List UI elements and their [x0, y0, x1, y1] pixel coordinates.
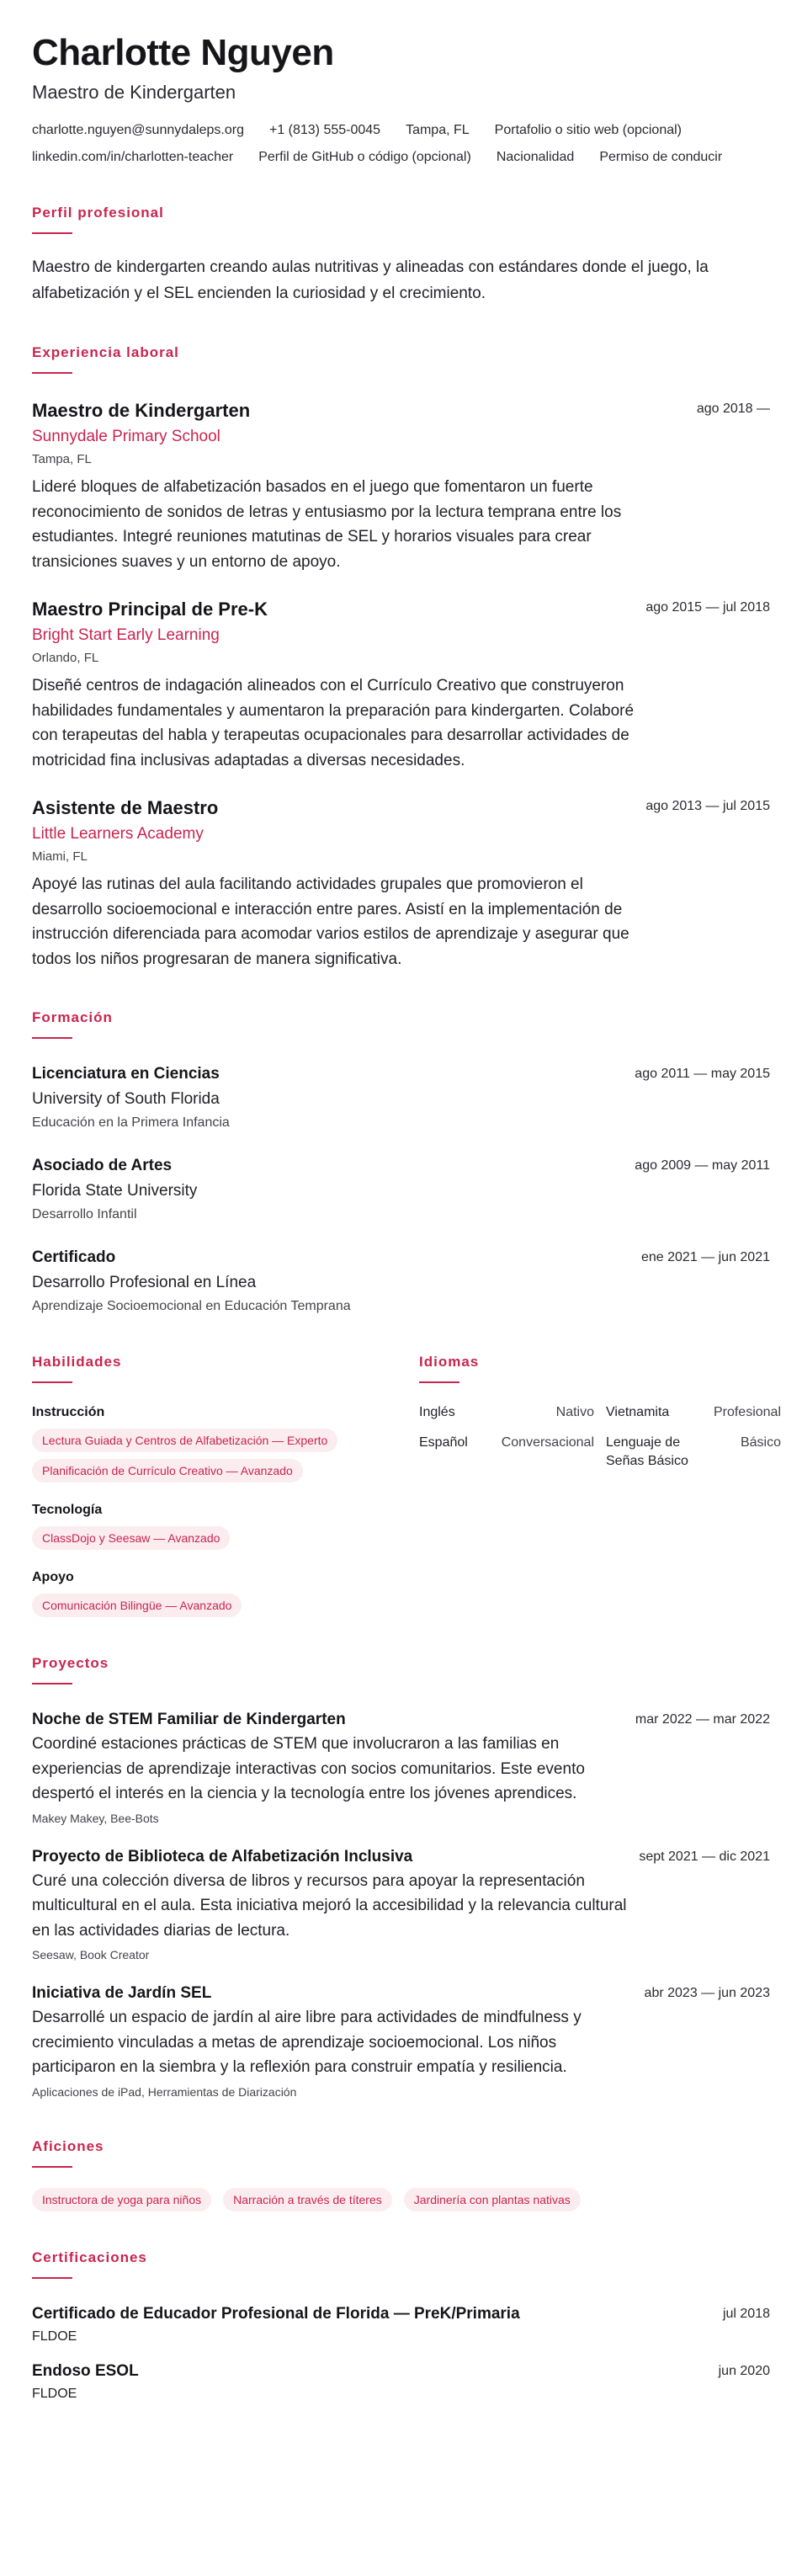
- section-divider: [419, 1381, 459, 1383]
- skill-group-name: Tecnología: [32, 1503, 103, 1517]
- section-divider: [32, 232, 72, 234]
- education-degree: Certificado: [32, 1248, 116, 1266]
- contact-driving-license: Permiso de conducir: [599, 150, 723, 164]
- certificate-name: Certificado de Educador Profesional de Florida — PreK/Primaria: [32, 2304, 520, 2323]
- contact-portfolio[interactable]: Portafolio o sitio web (opcional): [494, 123, 682, 137]
- project-name: Iniciativa de Jardín SEL: [32, 1984, 212, 2002]
- summary-text: Maestro de kindergarten creando aulas nutritivas y alineadas con estándares donde el juego, la alfabetización y el SEL encienden la curiosidad y el crecimiento.: [32, 258, 709, 302]
- project-keywords: Makey Makey, Bee-Bots: [32, 1811, 159, 1825]
- resume-header: [32, 34, 770, 167]
- skill-chip: Planificación de Currículo Creativo — Avanzado: [32, 1459, 303, 1482]
- skill-group: [32, 1501, 419, 1550]
- interest-chip: Narración a través de títeres: [223, 2188, 392, 2211]
- work-summary: Lideré bloques de alfabetización basados en el juego que fomentaron un fuerte reconocimiento de sonidos de letras y entusiasmo por la lectura temprana entre los estudiantes. Integré reuniones matutinas de SEL y horarios visuales para crear transiciones suaves y un entorno de apoyo.: [32, 478, 622, 571]
- section-title: Idiomas: [419, 1354, 480, 1370]
- education-date: ene 2021 — jun 2021: [640, 1250, 770, 1264]
- language-item: [419, 1434, 594, 1471]
- language-item: [419, 1403, 594, 1422]
- work-summary: Diseñé centros de indagación alineados con el Currículo Creativo que construyeron habilidades fundamentales y aumentaron la preparación para kindergarten. Colaboré con terapeutas del habla y terapeutas ocupacionales para desarrollar actividades de motricidad fina inclusivas adaptadas a diversas necesidades.: [32, 677, 635, 769]
- project-keywords: Seesaw, Book Creator: [32, 1948, 150, 1961]
- project-name: Noche de STEM Familiar de Kindergarten: [32, 1711, 346, 1728]
- certificate-name: Endoso ESOL: [32, 2361, 139, 2380]
- certificate-date: jun 2020: [718, 2363, 770, 2378]
- work-location: Orlando, FL: [32, 651, 99, 665]
- skill-chip: ClassDojo y Seesaw — Avanzado: [32, 1526, 230, 1550]
- certificate-issuer: FLDOE: [32, 2386, 77, 2401]
- certificate-entry: [32, 2361, 770, 2403]
- education-entry: [32, 1064, 770, 1132]
- section-divider: [32, 1683, 72, 1685]
- work-location: Tampa, FL: [32, 452, 92, 466]
- section-title: Habilidades: [32, 1354, 122, 1370]
- skills-section: [32, 1353, 419, 1617]
- work-date: ago 2015 — jul 2018: [645, 600, 770, 615]
- section-title: Certificaciones: [32, 2249, 147, 2265]
- contact-list: [32, 121, 770, 167]
- section-title: Experiencia laboral: [32, 344, 179, 360]
- project-description: Desarrollé un espacio de jardín al aire libre para actividades de mindfulness y crecimiento vinculadas a metas de aprendizaje socioemocional. Los niños participaron en la siembra y la reflexión para construir empatía y resiliencia.: [32, 2009, 582, 2076]
- language-fluency: Básico: [740, 1435, 781, 1450]
- work-location: Miami, FL: [32, 849, 88, 864]
- education-date: ago 2011 — may 2015: [635, 1067, 770, 1081]
- education-institution: Florida State University: [32, 1182, 198, 1200]
- candidate-name: Charlotte Nguyen: [32, 32, 334, 73]
- education-area: Desarrollo Infantil: [32, 1207, 137, 1221]
- skill-group-name: Instrucción: [32, 1405, 105, 1419]
- languages-section: [419, 1353, 781, 1617]
- language-fluency: Profesional: [713, 1405, 781, 1419]
- work-position: Asistente de Maestro: [32, 797, 219, 818]
- project-entry: [32, 1847, 770, 1964]
- language-item: [606, 1403, 781, 1422]
- skill-chip: Comunicación Bilingüe — Avanzado: [32, 1594, 242, 1617]
- section-divider: [32, 372, 72, 374]
- language-name: Español: [419, 1435, 468, 1450]
- education-area: Educación en la Primera Infancia: [32, 1115, 230, 1130]
- work-summary: Apoyé las rutinas del aula facilitando actividades grupales que promovieron el desarrollo socioemocional e interacción entre pares. Asistí en la implementación de instrucción diferenciada para acomodar varios estilos de aprendizaje y asegurar que todos los niños progresaran de manera significativa.: [32, 876, 629, 968]
- skill-group: [32, 1403, 419, 1482]
- section-title: Aficiones: [32, 2137, 104, 2154]
- education-area: Aprendizaje Socioemocional en Educación Temprana: [32, 1299, 351, 1313]
- skill-group: [32, 1568, 419, 1617]
- skill-chip: Lectura Guiada y Centros de Alfabetización — Experto: [32, 1429, 337, 1452]
- work-entry: [32, 796, 770, 971]
- section-divider: [32, 1381, 72, 1383]
- project-date: sept 2021 — dic 2021: [639, 1849, 770, 1864]
- certificate-date: jul 2018: [722, 2306, 770, 2321]
- certificate-issuer: FLDOE: [32, 2329, 77, 2344]
- skill-group-name: Apoyo: [32, 1570, 74, 1584]
- section-divider: [32, 1037, 72, 1039]
- contact-email[interactable]: charlotte.nguyen@sunnydaleps.org: [32, 123, 244, 137]
- work-date: ago 2013 — jul 2015: [645, 799, 770, 813]
- language-name: Vietnamita: [606, 1405, 670, 1419]
- education-institution: University of South Florida: [32, 1090, 220, 1108]
- work-section: [32, 343, 770, 971]
- interest-chip: Instructora de yoga para niños: [32, 2188, 211, 2211]
- contact-phone[interactable]: +1 (813) 555-0045: [268, 123, 381, 137]
- work-position: Maestro de Kindergarten: [32, 400, 251, 421]
- work-company: Little Learners Academy: [32, 825, 204, 843]
- interests-section: [32, 2137, 770, 2211]
- language-fluency: Conversacional: [501, 1435, 594, 1450]
- work-company: Sunnydale Primary School: [32, 428, 220, 445]
- education-degree: Licenciatura en Ciencias: [32, 1065, 220, 1083]
- section-title: Formación: [32, 1009, 113, 1025]
- language-name: Inglés: [419, 1405, 455, 1419]
- certificate-entry: [32, 2304, 770, 2346]
- contact-nationality: Nacionalidad: [496, 150, 575, 164]
- education-entry: [32, 1248, 770, 1316]
- project-keywords: Aplicaciones de iPad, Herramientas de Diarización: [32, 2084, 297, 2099]
- education-date: ago 2009 — may 2011: [635, 1158, 770, 1173]
- language-fluency: Nativo: [555, 1405, 594, 1419]
- contact-linkedin[interactable]: linkedin.com/in/charlotten-teacher: [32, 150, 234, 164]
- certificates-section: [32, 2249, 770, 2403]
- summary-section: [32, 204, 770, 306]
- project-name: Proyecto de Biblioteca de Alfabetización Inclusiva: [32, 1847, 413, 1865]
- skills-languages-row: [32, 1353, 781, 1617]
- project-description: Curé una colección diversa de libros y recursos para apoyar la representación multicultural en el aula. Esta iniciativa mejoró la accesibilidad y la relevancia cultural en las actividades diarias de lectura.: [32, 1871, 627, 1940]
- project-entry: [32, 1710, 770, 1827]
- project-date: mar 2022 — mar 2022: [635, 1712, 770, 1727]
- contact-location: Tampa, FL: [406, 123, 470, 137]
- work-entry: [32, 399, 770, 574]
- work-entry: [32, 598, 770, 773]
- section-title: Perfil profesional: [32, 205, 164, 221]
- work-company: Bright Start Early Learning: [32, 626, 220, 644]
- candidate-headline: Maestro de Kindergarten: [32, 82, 236, 103]
- education-section: [32, 1009, 770, 1316]
- work-position: Maestro Principal de Pre-K: [32, 599, 268, 620]
- work-date: ago 2018 —: [696, 402, 770, 416]
- section-divider: [32, 2166, 72, 2168]
- project-description: Coordiné estaciones prácticas de STEM que involucraron a las familias en experiencias de aprendizaje interactivas con socios comunitarios. Este evento despertó el interés en la ciencia y la tecnología entre los jóvenes aprendices.: [32, 1735, 585, 1802]
- education-degree: Asociado de Artes: [32, 1157, 173, 1174]
- section-title: Proyectos: [32, 1655, 109, 1671]
- education-institution: Desarrollo Profesional en Línea: [32, 1274, 257, 1291]
- project-entry: [32, 1983, 770, 2100]
- projects-section: [32, 1654, 770, 2100]
- education-entry: [32, 1156, 770, 1224]
- interest-chip: Jardinería con plantas nativas: [404, 2188, 581, 2211]
- language-name: Lenguaje de Señas Básico: [606, 1435, 688, 1468]
- project-date: abr 2023 — jun 2023: [644, 1986, 770, 2000]
- section-divider: [32, 2277, 72, 2279]
- language-item: [606, 1434, 781, 1471]
- contact-github[interactable]: Perfil de GitHub o código (opcional): [258, 150, 471, 164]
